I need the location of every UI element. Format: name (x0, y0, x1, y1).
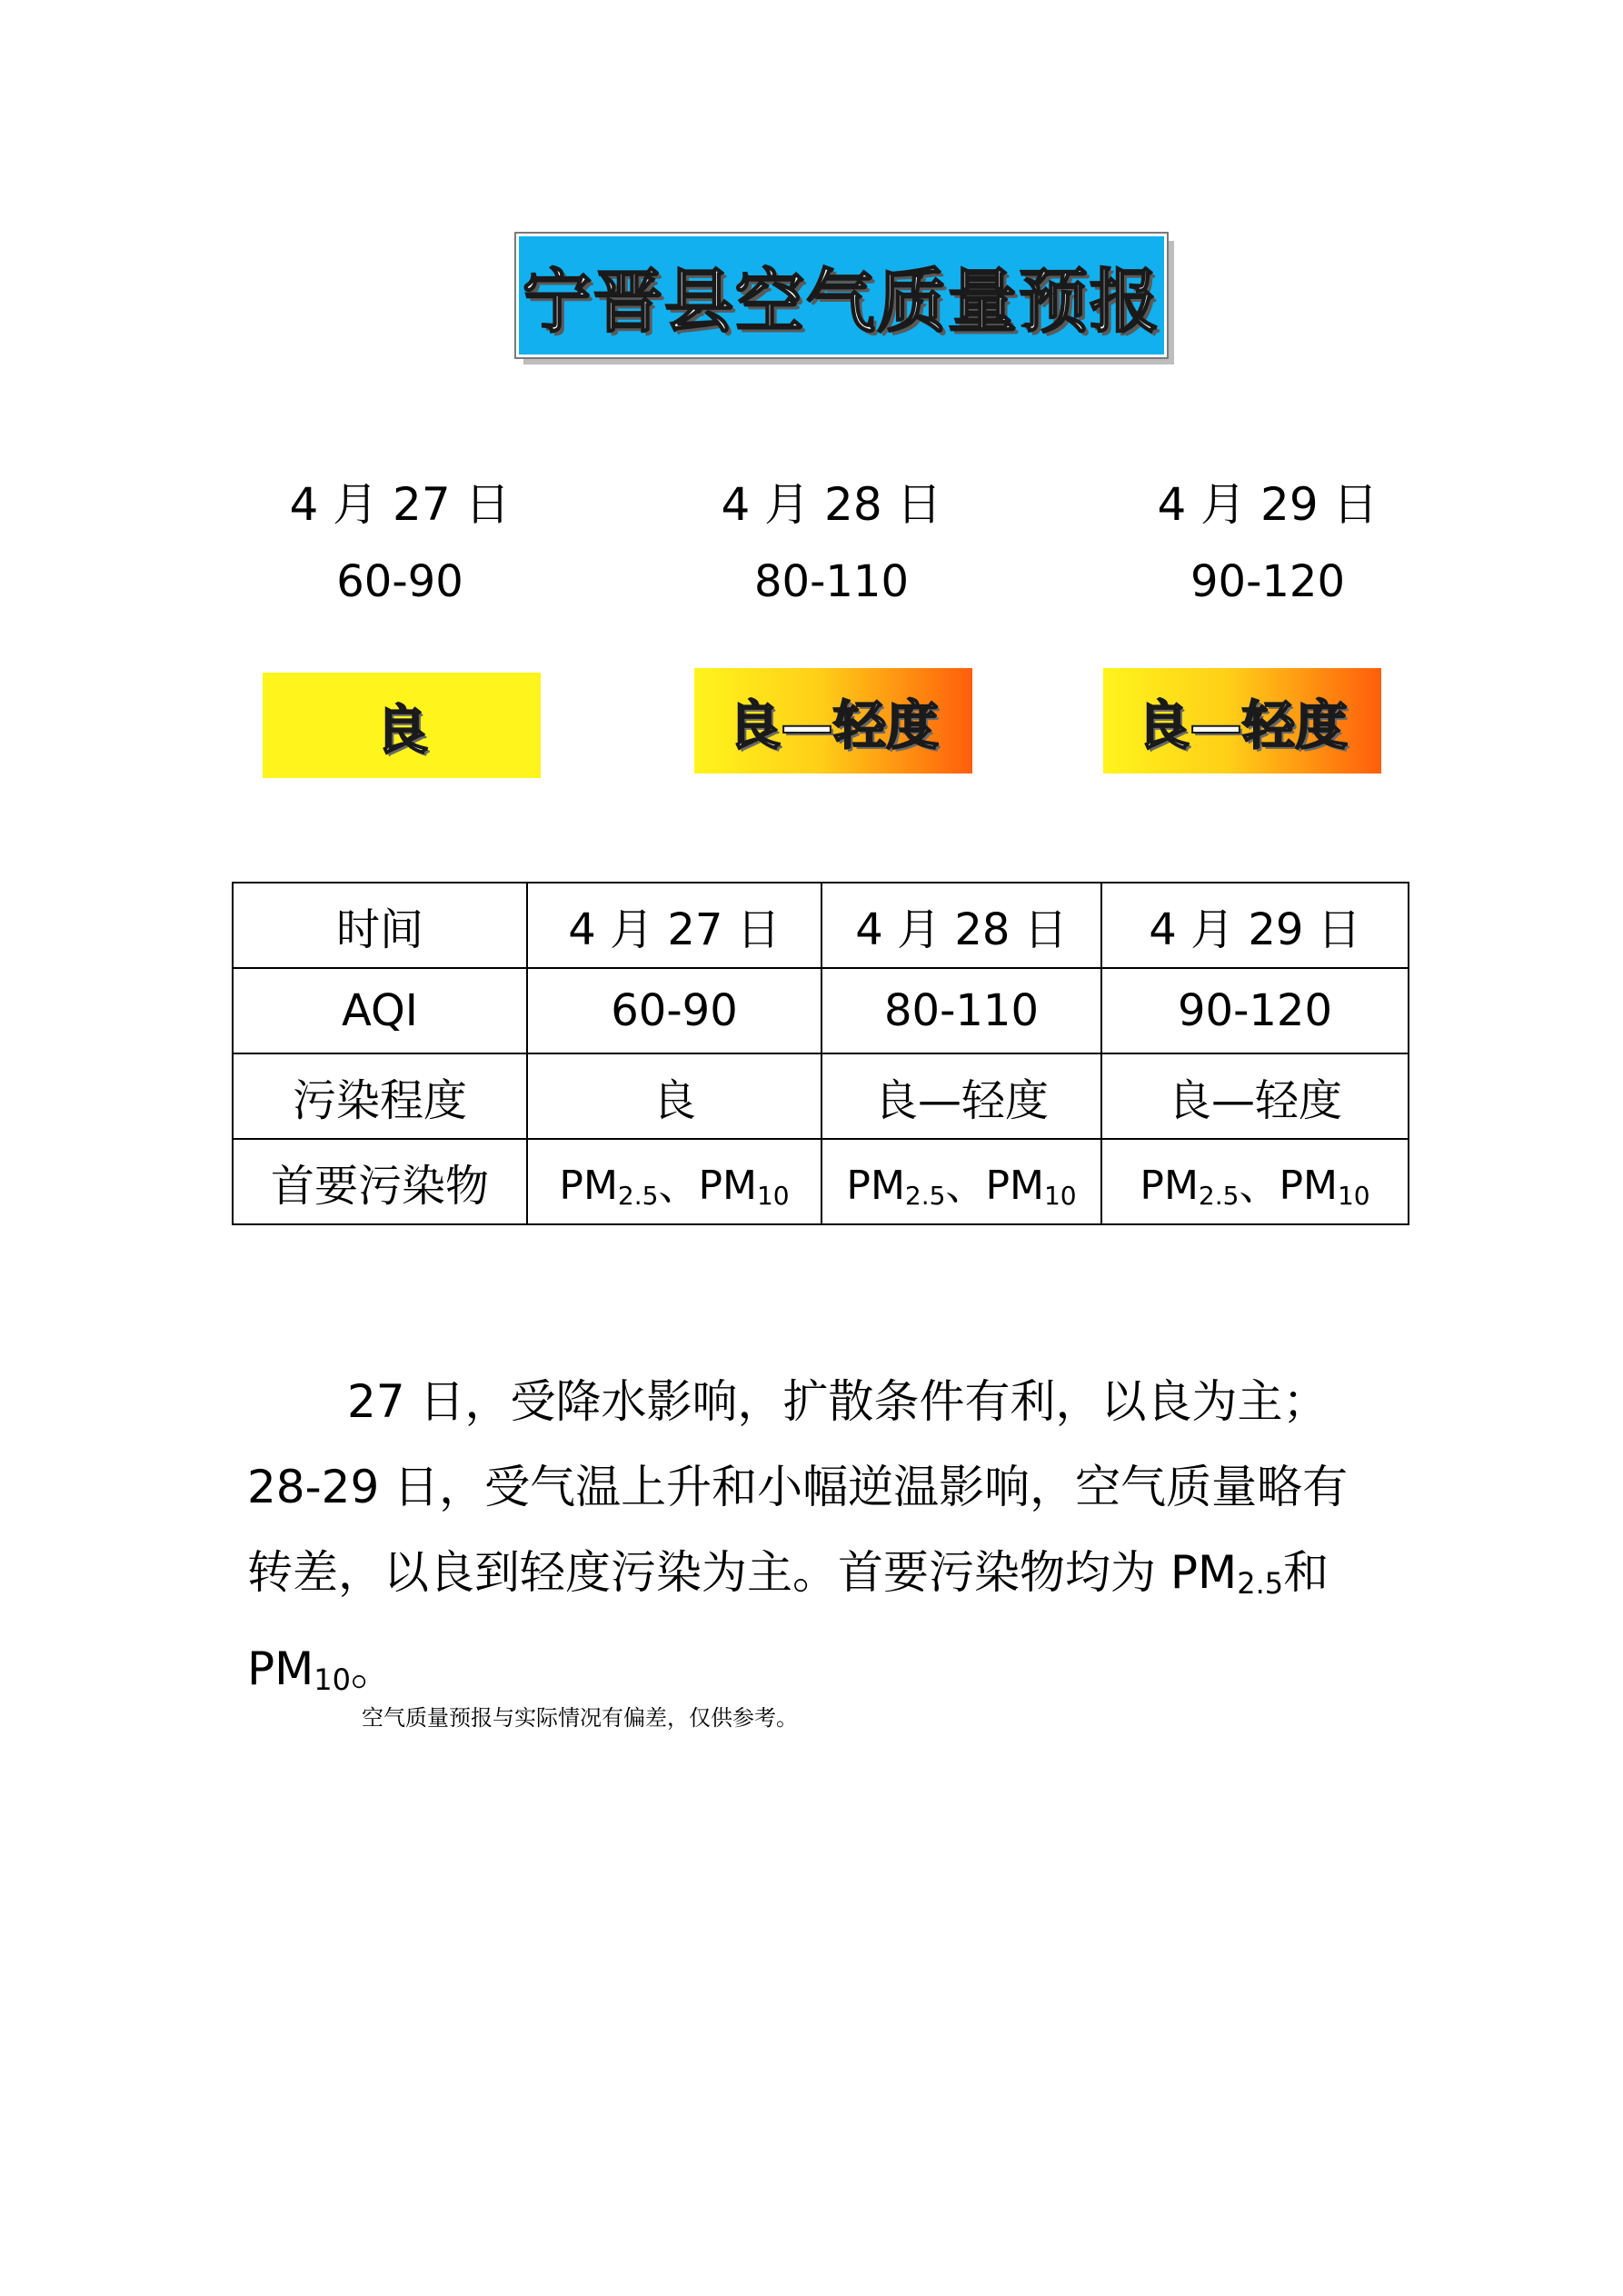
table-cell: 时间 (233, 883, 527, 968)
table-cell: 60-90 (527, 968, 821, 1053)
table-row (233, 883, 1409, 968)
forecast-date-2: 4 月 28 日 (721, 478, 942, 531)
table-cell: AQI (233, 968, 527, 1053)
table-cell: 4 月 28 日 (821, 883, 1101, 968)
table-cell: 良—轻度 (1101, 1053, 1409, 1139)
table-cell: 污染程度 (233, 1053, 527, 1139)
forecast-aqi-1: 60-90 (336, 556, 463, 607)
forecast-table (232, 882, 1409, 1225)
table-row (233, 968, 1409, 1053)
table-cell: 良 (527, 1053, 821, 1139)
forecast-date-3: 4 月 29 日 (1157, 478, 1379, 531)
forecast-aqi-2: 80-110 (753, 556, 909, 607)
page-title: 宁晋县空气质量预报 (523, 260, 1160, 342)
level-badge-1: 良 (263, 673, 541, 778)
pollutant-cell: $PM_{2.5}$、$PM_{10}$ (821, 1139, 1101, 1224)
table-cell: 良—轻度 (821, 1053, 1101, 1139)
table-cell: 4 月 27 日 (527, 883, 821, 968)
table-cell: 90-120 (1101, 968, 1409, 1053)
forecast-aqi-3: 90-120 (1190, 556, 1345, 607)
forecast-date-1: 4 月 27 日 (289, 478, 511, 531)
pollutant-cell: $PM_{2.5}$、$PM_{10}$ (1101, 1139, 1409, 1224)
disclaimer-note: 空气质量预报与实际情况有偏差，仅供参考。 (362, 1705, 798, 1731)
table-cell: 80-110 (821, 968, 1101, 1053)
table-cell: 首要污染物 (233, 1139, 527, 1224)
table-cell: 4 月 29 日 (1101, 883, 1409, 968)
table-row (233, 1053, 1409, 1139)
level-badge-2: 良—轻度 (694, 668, 972, 774)
table-row (233, 1139, 1409, 1224)
level-badge-3: 良—轻度 (1103, 668, 1381, 774)
forecast-summary: 27 日，受降水影响，扩散条件有利，以良为主；28-29 日，受气温上升和小幅逆温影响，空气质量略有转差，以良到轻度污染为主。首要污染物均为 $PM_{2.5}$和 $PM_{10}$。 (247, 1375, 1349, 1697)
pollutant-cell: $PM_{2.5}$、$PM_{10}$ (527, 1139, 821, 1224)
title-banner (516, 234, 1167, 357)
